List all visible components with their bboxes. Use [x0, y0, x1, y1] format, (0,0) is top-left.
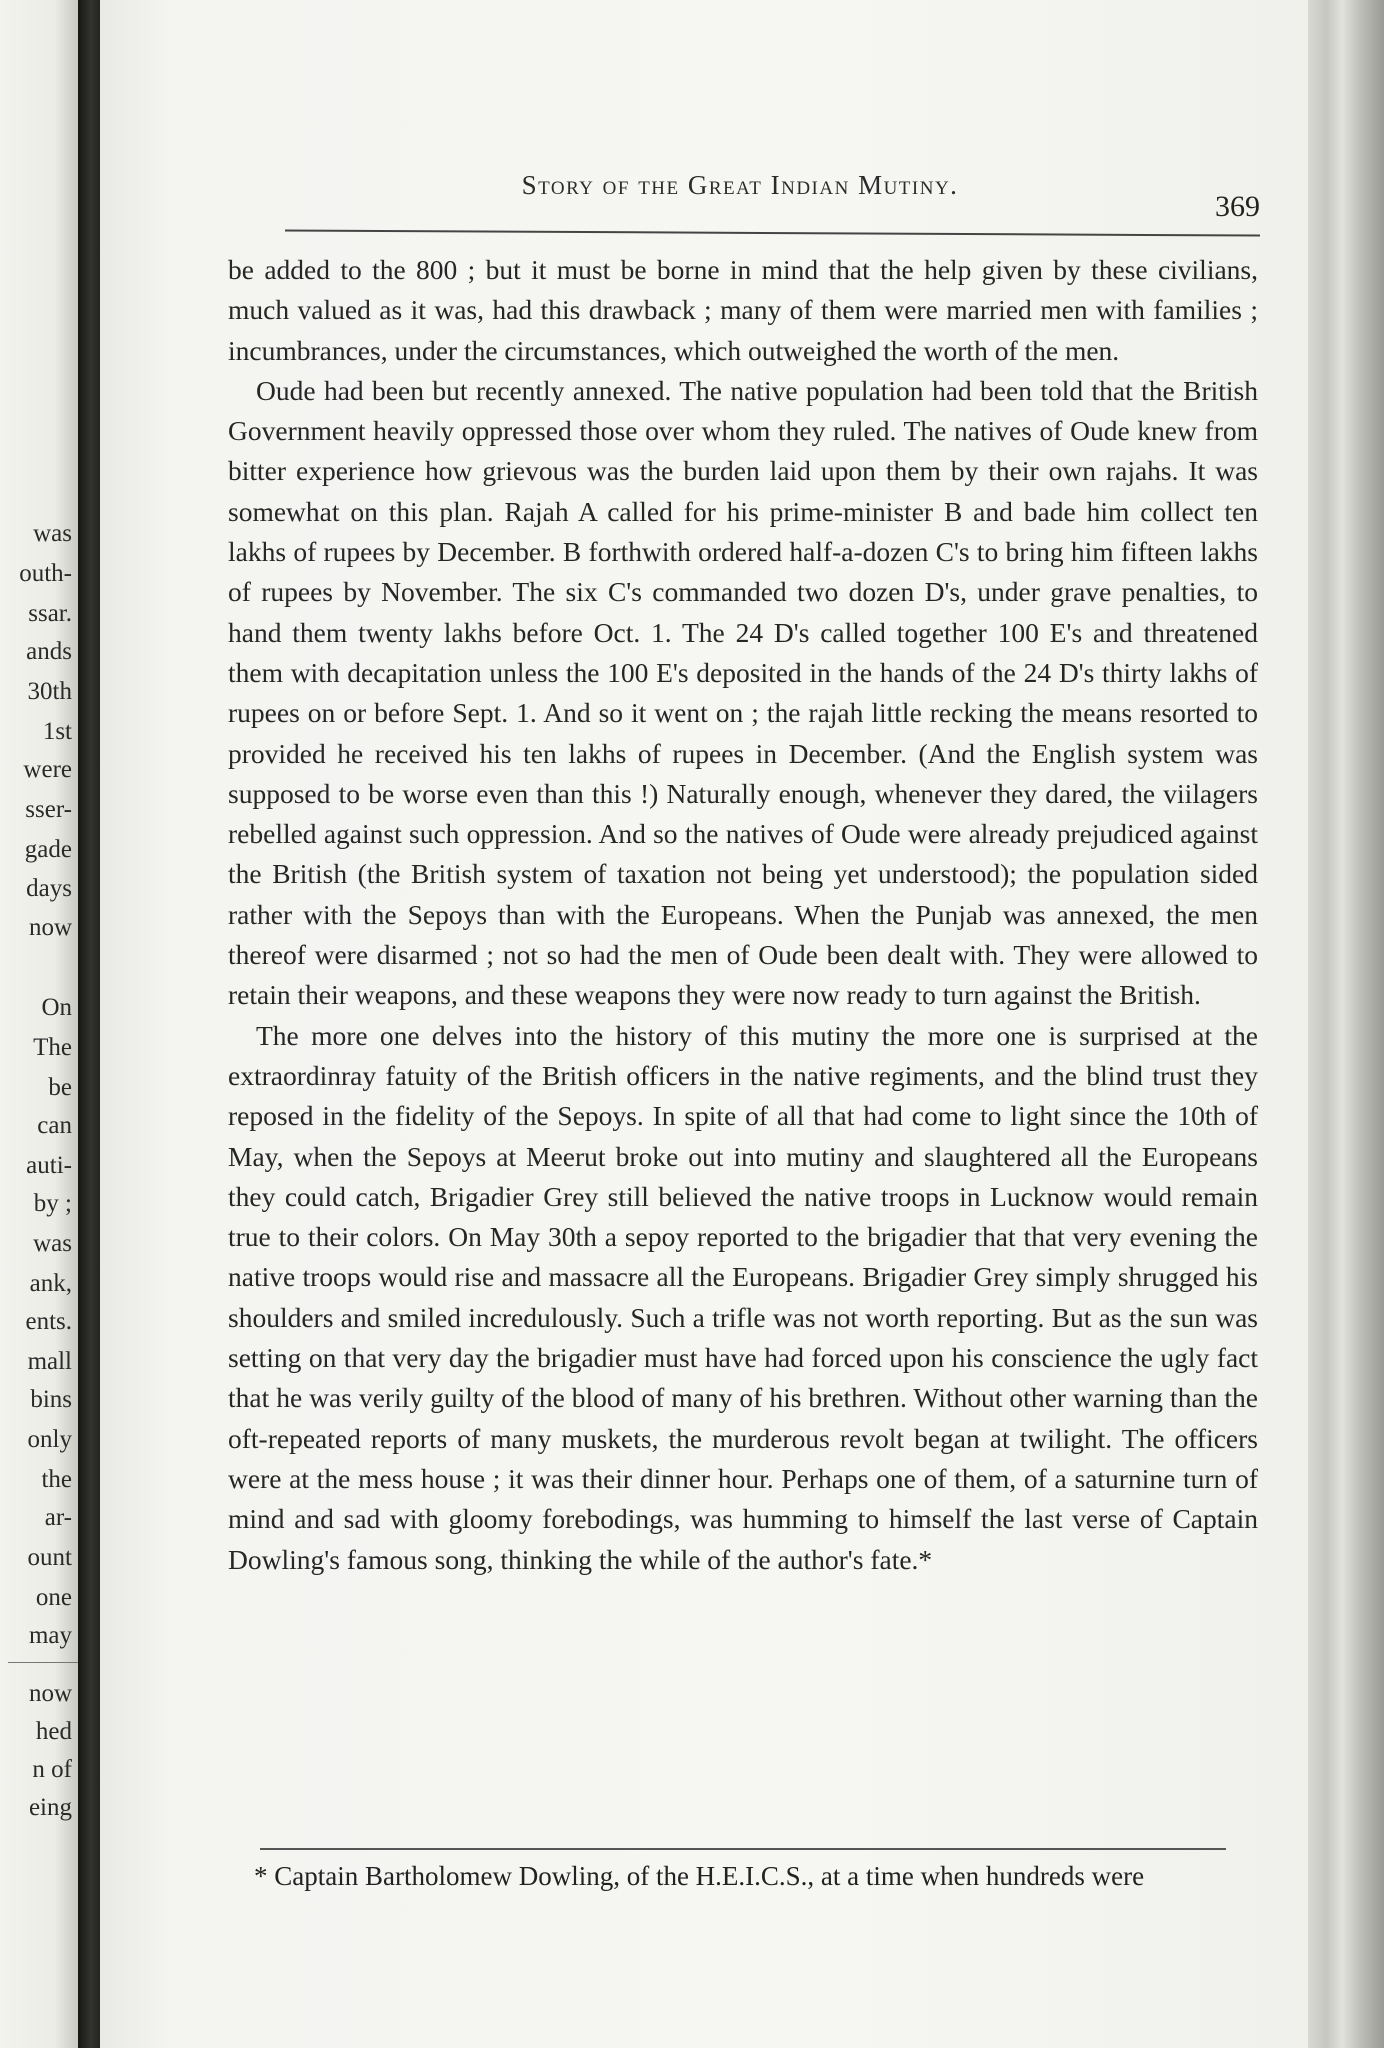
body-text [228, 250, 1258, 1580]
header-rule [285, 229, 1260, 236]
margin-fragment: was [33, 1230, 72, 1257]
margin-fragment: gade [24, 836, 72, 863]
margin-fragment: days [26, 875, 72, 902]
margin-fragment: was [33, 520, 72, 547]
margin-fragment: auti- [26, 1152, 72, 1179]
page-number: 369 [1215, 190, 1260, 223]
margin-fragment: were [23, 756, 72, 783]
margin-fragment: ands [26, 638, 72, 665]
margin-fragment: bins [30, 1386, 72, 1413]
margin-fragment: ents. [25, 1308, 72, 1335]
paragraph: be added to the 800 ; but it must be borne in mind that the help given by these civilians, much valued as it was, had this drawback ; many of them were married men with families ; incumbrances, under the circumstances, which outweighed the worth of the men. [228, 254, 1258, 366]
margin-fragment: 1st [42, 718, 72, 745]
footnote: * Captain Bartholomew Dowling, of the H.E.I.C.S., at a time when hundreds were [254, 1861, 1145, 1891]
margin-fragment: can [37, 1112, 72, 1139]
margin-fragment: hed [35, 1718, 72, 1745]
margin-fragment: ank, [29, 1270, 72, 1297]
margin-fragment: only [27, 1426, 72, 1453]
book-page [100, 0, 1308, 2048]
margin-rule [8, 1662, 78, 1663]
margin-fragment: mall [27, 1348, 72, 1375]
footnote-rule [260, 1848, 1226, 1850]
margin-fragment: by ; [33, 1190, 72, 1217]
margin-fragment: ssar. [28, 600, 72, 627]
previous-page-strip [0, 0, 78, 2048]
margin-fragment: The [33, 1034, 72, 1061]
margin-fragment: be [48, 1074, 72, 1101]
margin-fragment: the [41, 1466, 72, 1493]
paragraph: Oude had been but recently annexed. The native population had been told that the British Government heavily oppressed those over whom they ruled. The natives of Oude knew from bitter experience how grievous was the burden laid upon them by their own rajahs. It was somewhat on this plan. Rajah A called for his prime-minister B and bade him collect ten lakhs of rupees by December. B forthwith ordered half-a-dozen C's to bring him fifteen lakhs of rupees by November. The six C's commanded two dozen D's, under grave penalties, to hand them twenty lakhs before Oct. 1. The 24 D's called together 100 E's and threatened them with decapitation unless the 100 E's deposited in the hands of the 24 D's thirty lakhs of rupees on or before Sept. 1. And so it went on ; the rajah little recking the means resorted to provided he received his ten lakhs of rupees in December. (And the English system was supposed to be worse even than this !) Naturally enough, whenever they dared, the viilagers rebelled against such oppression. And so the natives of Oude were already prejudiced against the British (the British system of taxation not being yet understood); the population sided rather with the Sepoys than with the Europeans. When the Punjab was annexed, the men thereof were disarmed ; not so had the men of Oude been dealt with. They were allowed to retain their weapons, and these weapons they were now ready to turn against the British. [228, 374, 1258, 1011]
page-edges [1308, 0, 1384, 2048]
margin-fragment: now [28, 1680, 72, 1707]
paragraph: The more one delves into the history of this mutiny the more one is surprised at the extraordinray fatuity of the British officers in the native regiments, and the blind trust they reposed in the fidelity of the Sepoys. In spite of all that had come to light since the 10th of May, when the Sepoys at Meerut broke out into mutiny and slaughtered all the Europeans they could catch, Brigadier Grey still believed the native troops in Lucknow would remain true to their colors. On May 30th a sepoy reported to the brigadier that that very evening the native troops would rise and massacre all the Europeans. Brigadier Grey simply shrugged his shoulders and smiled incredulously. Such a trifle was not worth reporting. But as the sun was setting on that very day the brigadier must have had forced upon his conscience the ugly fact that he was verily guilty of the blood of many of his brethren. Without other warning than the oft-repeated reports of many muskets, the murderous revolt began at twilight. The officers were at the mess house ; it was their dinner hour. Perhaps one of them, of a saturnine turn of mind and sad with gloomy forebodings, was humming to himself the last verse of Captain Dowling's famous song, thinking the while of the author's fate.* [228, 1019, 1258, 1575]
margin-fragment: ar- [44, 1504, 72, 1531]
running-head: Story of the Great Indian Mutiny. [521, 170, 959, 200]
margin-fragment: outh- [19, 560, 72, 587]
margin-fragment: ount [27, 1544, 72, 1571]
margin-fragment: n of [32, 1756, 72, 1783]
margin-fragment: 30th [27, 678, 72, 705]
margin-fragment: now [28, 914, 72, 941]
margin-fragment: sser- [25, 796, 72, 823]
margin-fragment: On [41, 994, 72, 1021]
margin-fragment: may [28, 1622, 72, 1649]
margin-fragment: eing [28, 1794, 72, 1821]
margin-fragment: one [35, 1584, 72, 1611]
